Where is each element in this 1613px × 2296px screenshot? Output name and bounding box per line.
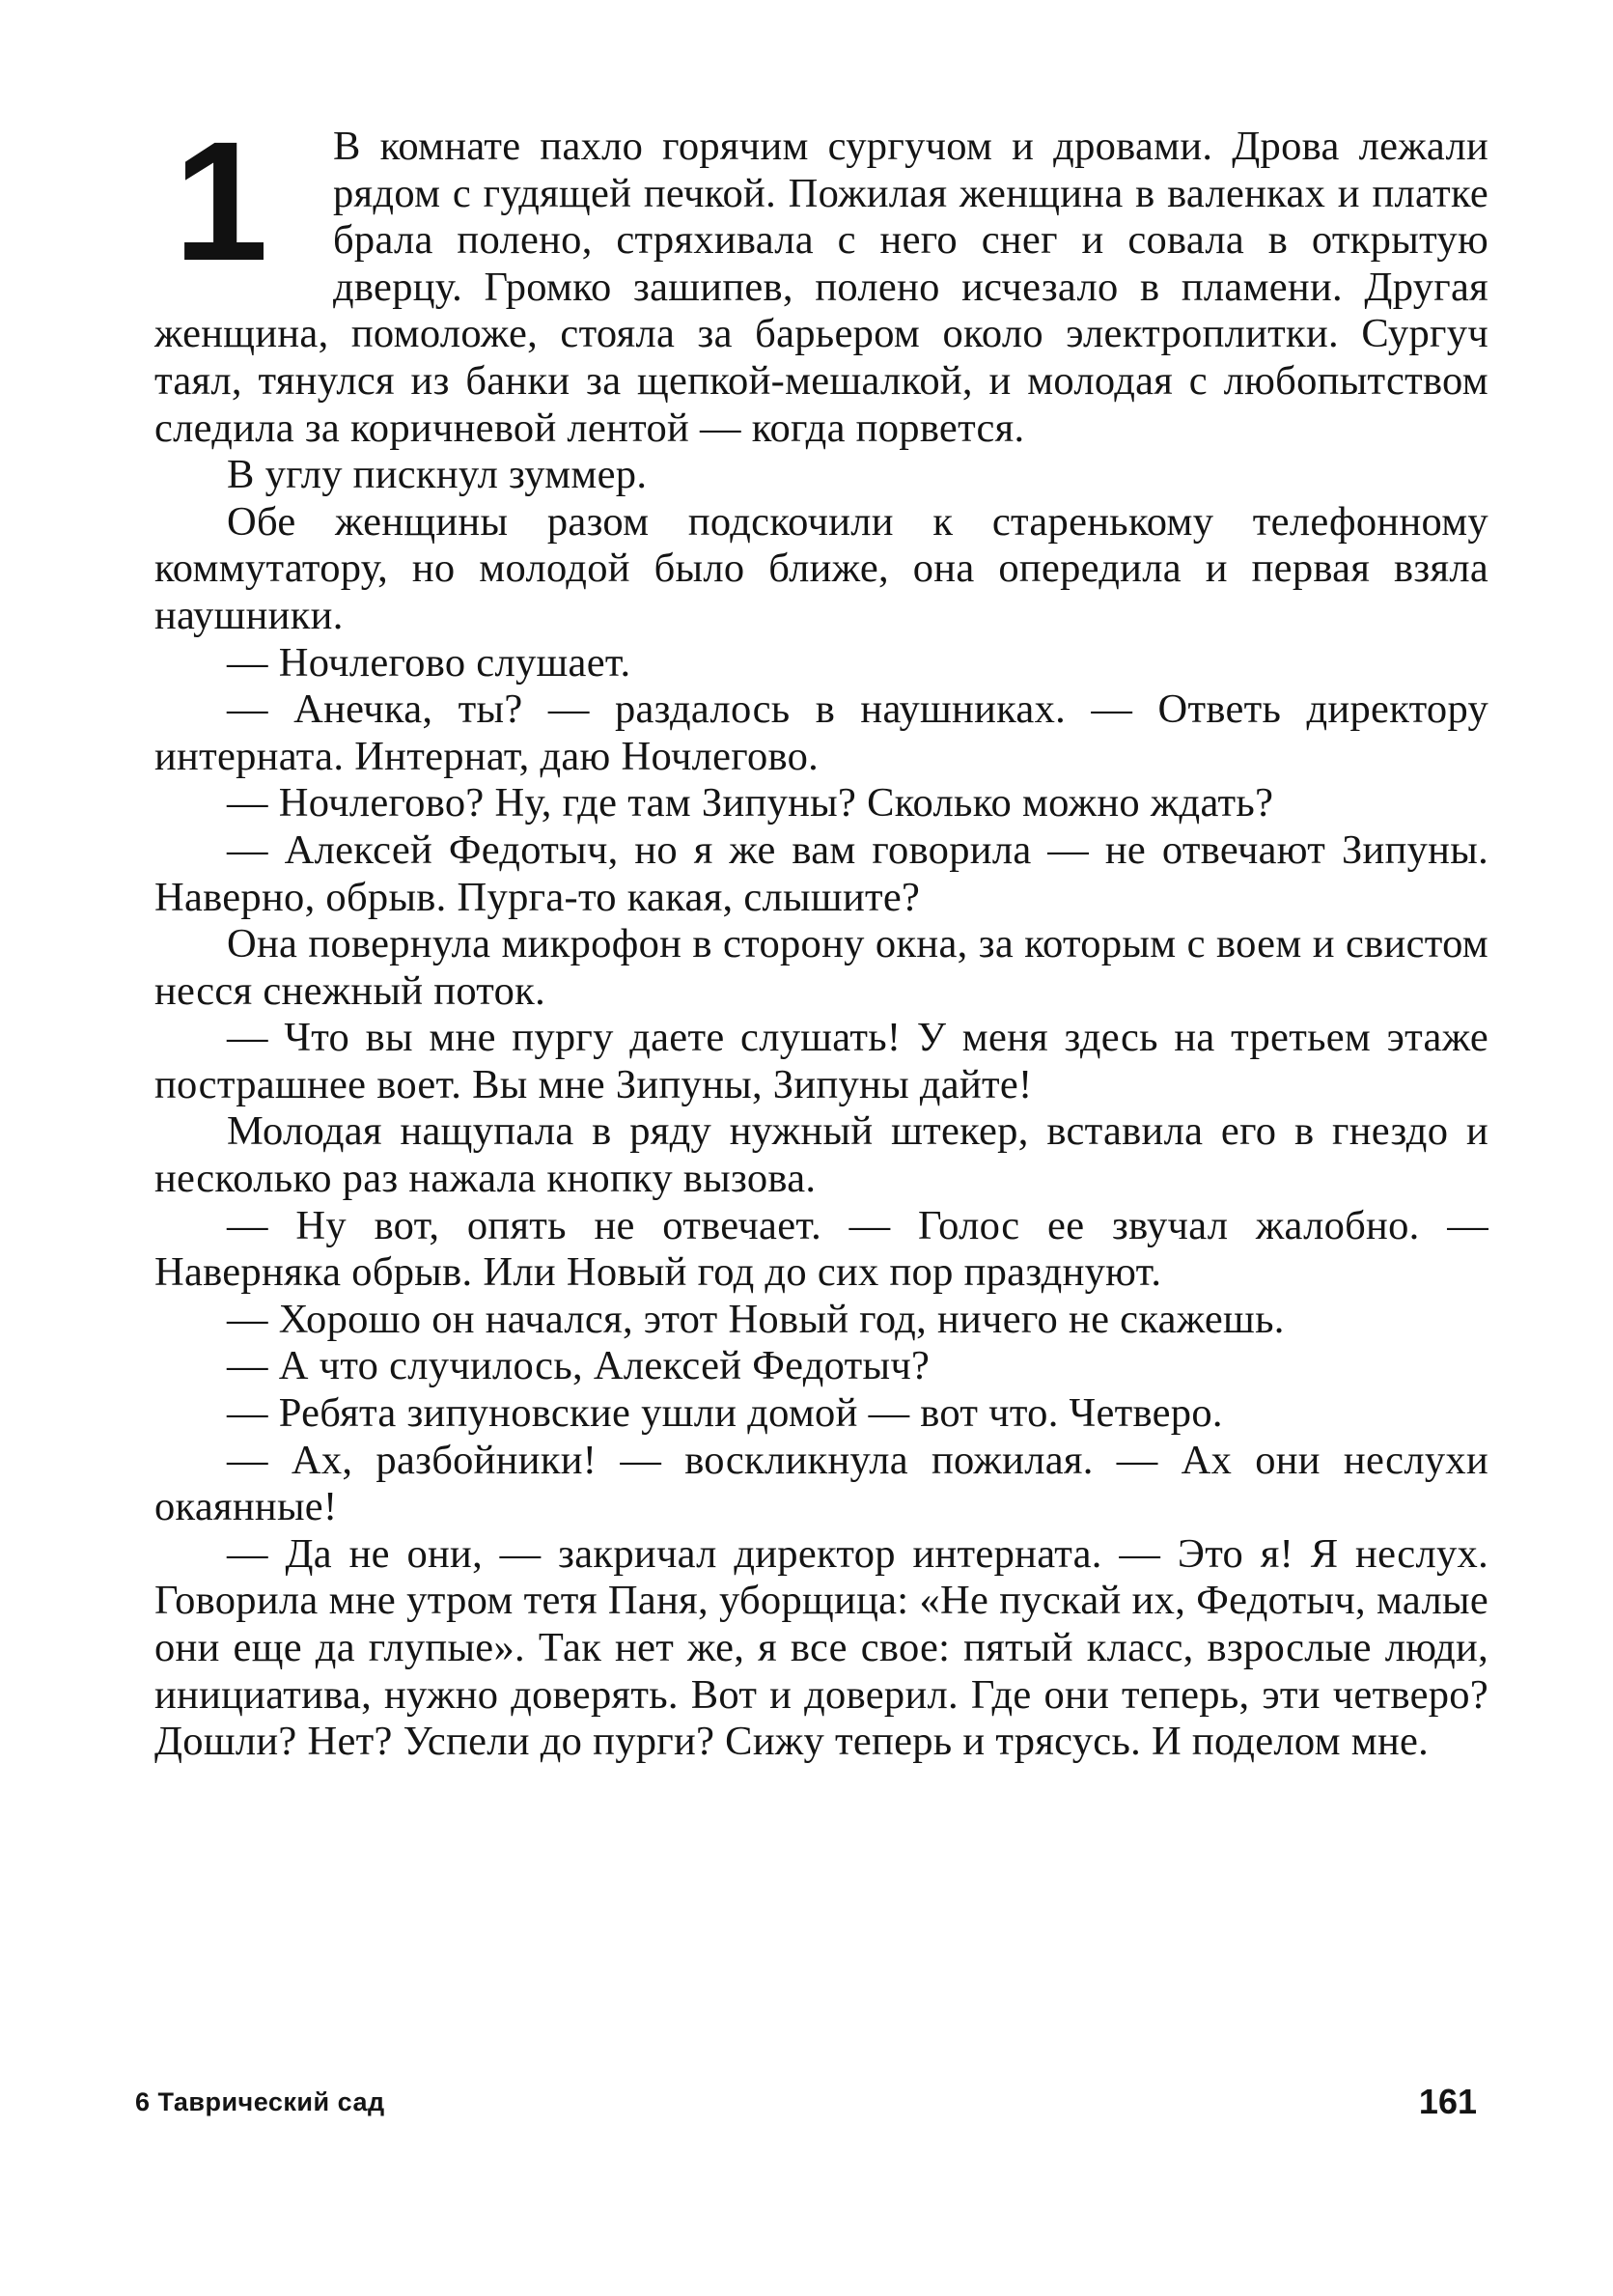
paragraph: — Что вы мне пургу даете слушать! У меня здесь на третьем этаже пострашнее воет. Вы мне Зипуны, Зипуны дайте! bbox=[154, 1015, 1488, 1107]
paragraph: — Ночлегово? Ну, где там Зипуны? Сколько можно ждать? bbox=[227, 780, 1274, 826]
paragraph: В комнате пахло горячим сургучом и дровами. Дрова лежали рядом с гудящей печкой. Пожилая женщина в валенках и платке брала полено, стряхивала с него снег и совала в открытую дверцу. Громко зашипев, полено исчезало в пламени. Другая женщина, помоложе, стояла за барьером около электроплитки. Сургуч таял, тянулся из банки за щепкой-мешалкой, и молодая с любопытством следила за коричневой лентой — когда порвется. bbox=[154, 124, 1488, 451]
paragraph: — Анечка, ты? — раздалось в наушниках. — Ответь директору интерната. Интернат, даю Ночлегово. bbox=[154, 686, 1488, 779]
page-text bbox=[154, 107, 1488, 1766]
paragraph: — Да не они, — закричал директор интерната. — Это я! Я неслух. Говорила мне утром тетя Паня, уборщица: «Не пускай их, Федотыч, малые они еще да глупые». Так нет же, я все свое: пятый класс, взрослые люди, инициатива, нужно доверять. Вот и доверил. Где они теперь, эти четверо? Дошли? Нет? Успели до пурги? Сижу теперь и трясусь. И поделом мне. bbox=[154, 1530, 1488, 1765]
paragraph: В углу пискнул зуммер. bbox=[227, 452, 648, 498]
paragraph: — Алексей Федотыч, но я же вам говорила — не отвечают Зипуны. Наверно, обрыв. Пурга-то какая, слышите? bbox=[154, 826, 1488, 920]
paragraph: — Ночлегово слушает. bbox=[227, 639, 631, 686]
paragraph: — Ну вот, опять не отвечает. — Голос ее звучал жалобно. — Наверняка обрыв. Или Новый год до сих пор празднуют. bbox=[154, 1202, 1488, 1296]
paragraph: — А что случилось, Алексей Федотыч? bbox=[227, 1343, 931, 1389]
chapter-number: 1 bbox=[174, 107, 269, 296]
paragraph: — Ребята зипуновские ушли домой — вот что. Четверо. bbox=[227, 1390, 1223, 1437]
printer-signature: 6 Таврический сад bbox=[135, 2087, 385, 2116]
paragraph: Молодая нащупала в ряду нужный штекер, вставила его в гнездо и несколько раз нажала кнопку вызова. bbox=[154, 1108, 1488, 1202]
page-number: 161 bbox=[1418, 2082, 1477, 2121]
paragraph: — Хорошо он начался, этот Новый год, ничего не скажешь. bbox=[227, 1296, 1285, 1342]
paragraph: Обе женщины разом подскочили к старенькому телефонному коммутатору, но молодой было ближе, она опередила и первая взяла наушники. bbox=[154, 498, 1488, 638]
page-footer bbox=[135, 2082, 1506, 2126]
paragraph: — Ах, разбойники! — воскликнула пожилая. — Ах они неслухи окаянные! bbox=[154, 1437, 1488, 1530]
paragraph: Она повернула микрофон в сторону окна, за которым с воем и свистом несся снежный поток. bbox=[154, 921, 1488, 1014]
